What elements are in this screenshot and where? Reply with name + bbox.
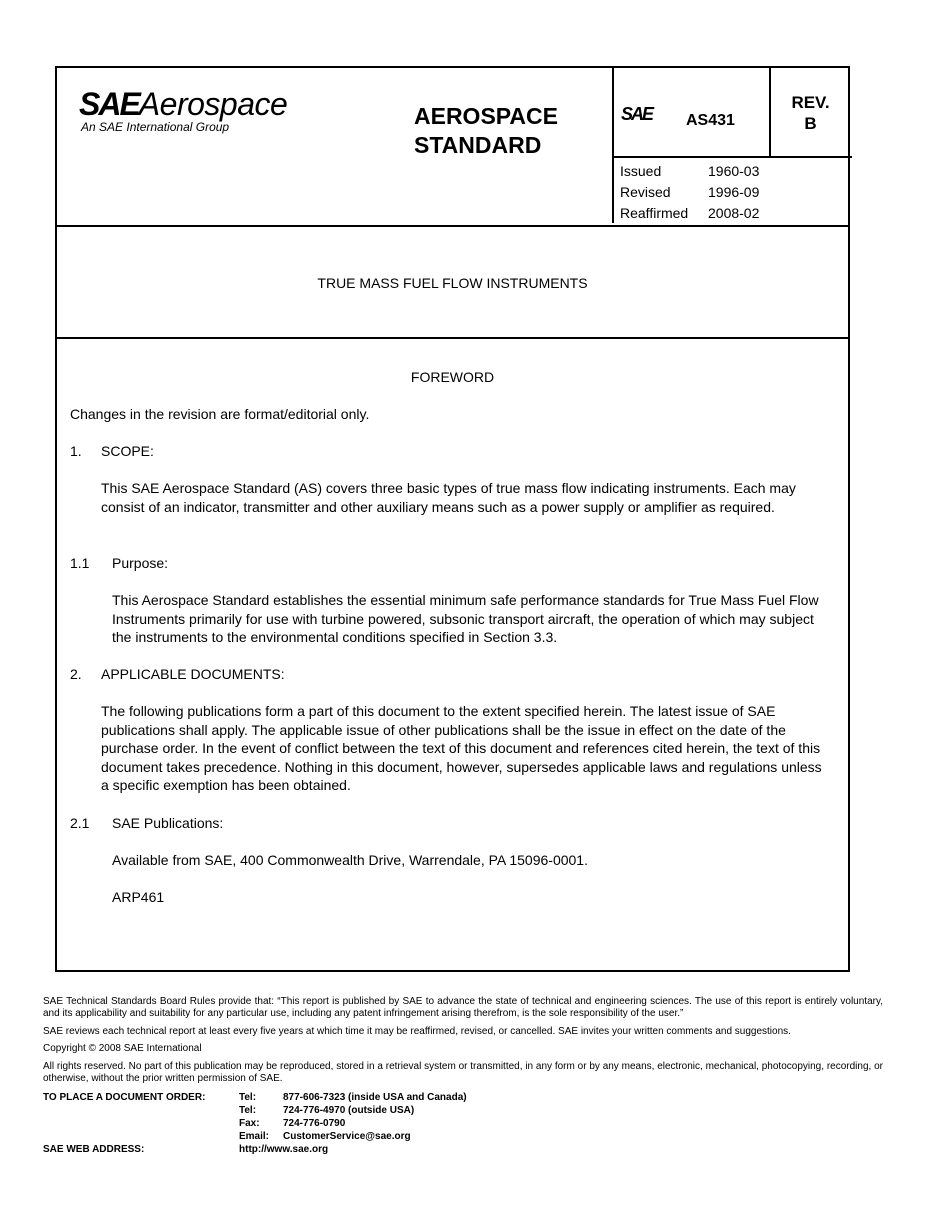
document-id-box (612, 68, 852, 223)
footer-review: SAE reviews each technical report at least every five years at which time it may be reaffirmed, revised, or cancelled. SAE invites your written comments and suggestions. (43, 1026, 791, 1037)
contact-email-link[interactable]: CustomerService@sae.org (283, 1131, 411, 1142)
date-row-reaffirmed (620, 203, 759, 224)
date-value: 1960-03 (708, 163, 760, 179)
contact-value: 724-776-0790 (283, 1118, 346, 1129)
contact-row (239, 1130, 411, 1143)
section-1-1-number: 1.1 (70, 555, 90, 571)
contact-value: 877-606-7323 (inside USA and Canada) (283, 1092, 467, 1103)
contact-key: Email: (239, 1131, 270, 1142)
revision-value: B (804, 114, 817, 133)
footer-rights: All rights reserved. No part of this publication may be reproduced, stored in a retrieval system or transmitted, in any form or by any means, electronic, mechanical, photocopying, recording, or otherwise, without the prior written permission of SAE. (43, 1061, 883, 1084)
contact-row (239, 1104, 414, 1117)
logo-tagline: An SAE International Group (81, 120, 230, 134)
contact-key: Tel: (239, 1092, 257, 1103)
document-header (57, 68, 848, 227)
section-2-text: The following publications form a part of this document to the extent specified herein. The latest issue of SAE publications shall apply. The applicable issue of other publications shall be the issue in effect on the date of the purchase order. In the event of conflict between the text of this document and references cited herein, the text of this document takes precedence. Nothing in this document, however, supersedes applicable laws and regulations unless a specific exemption has been obtained. (101, 703, 822, 793)
revision-label: REV. (791, 93, 830, 112)
section-1-number: 1. (70, 443, 82, 459)
document-dates (620, 161, 759, 224)
date-value: 2008-02 (708, 205, 760, 221)
date-row-issued (620, 161, 759, 182)
contact-key: Fax: (239, 1118, 260, 1129)
contact-row (239, 1117, 345, 1130)
standard-type (414, 102, 558, 160)
web-address-link[interactable]: http://www.sae.org (239, 1144, 329, 1155)
footer-copyright: Copyright © 2008 SAE International (43, 1043, 202, 1054)
footer-rules: SAE Technical Standards Board Rules provide that: “This report is published by SAE to advance the state of technical and engineering sciences. The use of this report is entirely voluntary, and its applicability and suitability for any particular use, including any patent infringement arising therefrom, is the sole responsibility of the user.” (43, 996, 883, 1019)
web-label: SAE WEB ADDRESS: (43, 1144, 145, 1155)
date-label: Issued (620, 163, 662, 179)
date-row-revised (620, 182, 759, 203)
standard-type-line1: AEROSPACE (414, 103, 558, 129)
section-2-1-text: Available from SAE, 400 Commonwealth Drive, Warrendale, PA 15096-0001. (112, 852, 588, 868)
title-band (57, 225, 848, 339)
section-1-title: SCOPE: (101, 443, 154, 459)
contact-value: 724-776-4970 (outside USA) (283, 1105, 415, 1116)
section-1-text: This SAE Aerospace Standard (AS) covers three basic types of true mass flow indicating instruments. Each may consist of an indicator, transmitter and other auxiliary means such as a power supply or amplifier as required. (101, 480, 796, 515)
date-label: Revised (620, 184, 671, 200)
order-label: TO PLACE A DOCUMENT ORDER: (43, 1092, 206, 1103)
foreword-heading: FOREWORD (410, 369, 495, 385)
section-2-1-title: SAE Publications: (112, 815, 224, 831)
section-2-1-number: 2.1 (70, 815, 90, 831)
sae-mark-logo: SAE (621, 104, 653, 124)
sae-aerospace-logo (79, 86, 287, 134)
date-label: Reaffirmed (620, 205, 689, 221)
logo-brand: SAE (79, 86, 139, 122)
document-title: TRUE MASS FUEL FLOW INSTRUMENTS (317, 275, 588, 291)
document-id-top (614, 68, 852, 158)
logo-product: Aerospace (138, 86, 288, 122)
revision-cell (769, 68, 850, 156)
foreword-text: Changes in the revision are format/editorial only. (70, 406, 370, 422)
section-1-1-text: This Aerospace Standard establishes the essential minimum safe performance standards for True Mass Fuel Flow Instruments primarily for use with turbine powered, subsonic transport aircraft, the operation of which may subject the instruments to the environmental conditions specified in Section 3.3. (112, 592, 819, 645)
document-frame (55, 66, 850, 972)
section-2-number: 2. (70, 666, 82, 682)
section-2-title: APPLICABLE DOCUMENTS: (101, 666, 285, 682)
contact-key: Tel: (239, 1105, 257, 1116)
standard-type-line2: STANDARD (414, 132, 542, 158)
date-value: 1996-09 (708, 184, 760, 200)
contact-row (239, 1091, 467, 1104)
section-2-1-reference: ARP461 (112, 889, 165, 905)
section-1-1-title: Purpose: (112, 555, 169, 571)
document-number: AS431 (686, 112, 735, 129)
